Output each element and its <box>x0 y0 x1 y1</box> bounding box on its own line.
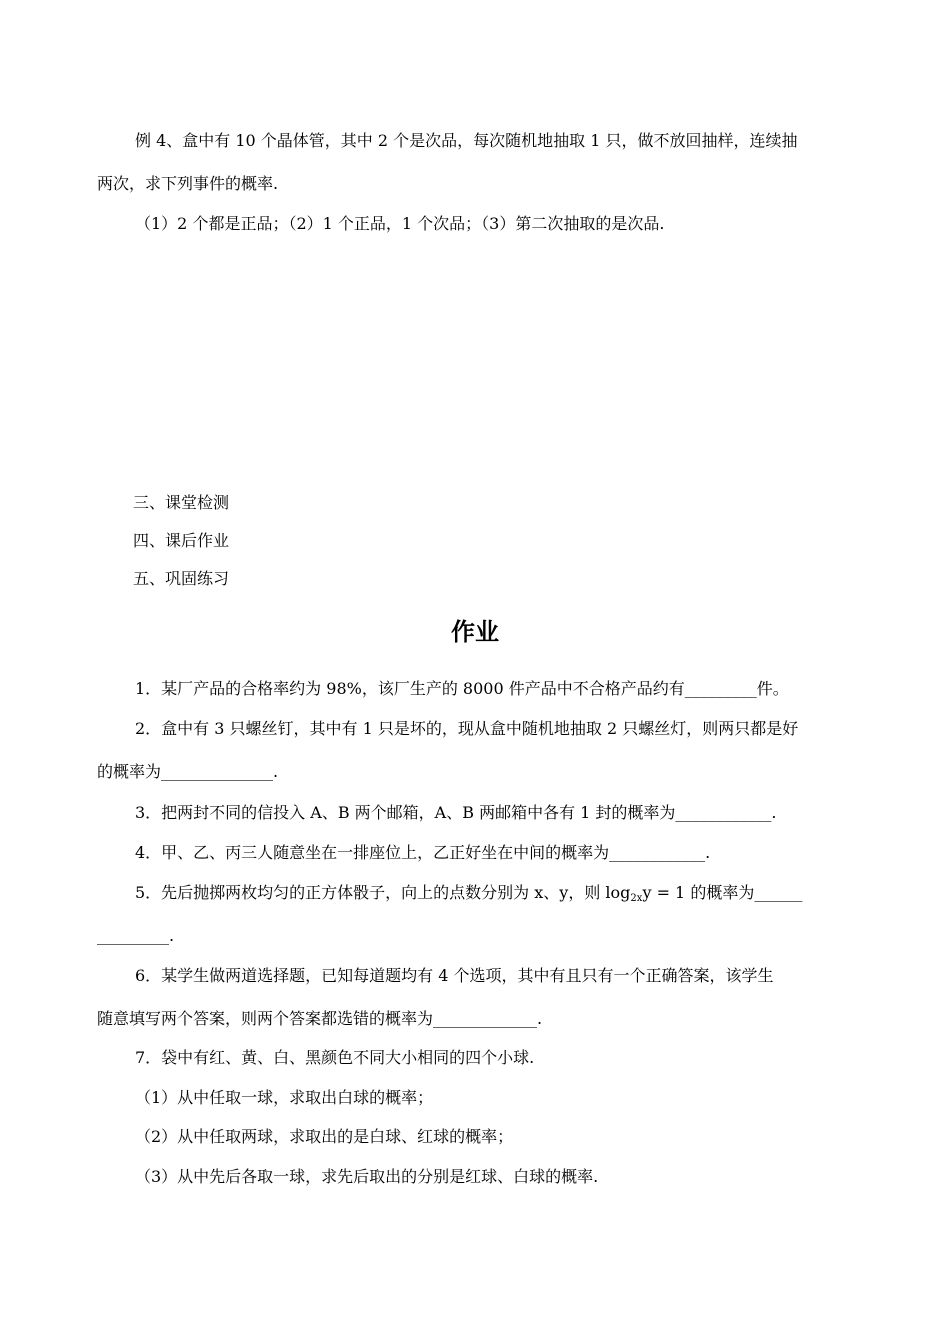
question-7-stem: 7．袋中有红、黄、白、黑颜色不同大小相同的四个小球. <box>135 1048 535 1067</box>
question-6-line-1: 6．某学生做两道选择题，已知每道题均有 4 个选项，其中有且只有一个正确答案，该学生 <box>135 966 774 985</box>
homework-title: 作业 <box>451 618 499 646</box>
question-1: 1．某厂产品的合格率约为 98%，该厂生产的 8000 件产品中不合格产品约有_________件。 <box>135 679 789 698</box>
question-3: 3．把两封不同的信投入 A、B 两个邮箱，A、B 两邮箱中各有 1 封的概率为____________. <box>135 803 777 822</box>
section-consolidation-practice: 五、巩固练习 <box>133 569 230 588</box>
question-7-part-3: （3）从中先后各取一球，求先后取出的分别是红球、白球的概率. <box>135 1167 599 1186</box>
question-5-text-after-log: y = 1 的概率为______ <box>642 883 803 902</box>
log-base-subscript: 2x <box>630 893 643 904</box>
example-4-subquestions: （1）2 个都是正品；（2）1 个正品，1 个次品；（3）第二次抽取的是次品. <box>135 214 665 233</box>
question-7-part-1: （1）从中任取一球，求取出白球的概率； <box>135 1088 434 1107</box>
question-4: 4．甲、乙、丙三人随意坐在一排座位上，乙正好坐在中间的概率为____________. <box>135 843 711 862</box>
question-5-line-1 <box>135 883 802 909</box>
section-classroom-check: 三、课堂检测 <box>133 493 230 512</box>
section-after-class-homework: 四、课后作业 <box>133 531 230 550</box>
question-5-line-2: _________. <box>97 926 175 945</box>
question-6-line-2: 随意填写两个答案，则两个答案都选错的概率为_____________. <box>97 1009 543 1028</box>
question-2-line-1: 2．盒中有 3 只螺丝钉，其中有 1 只是坏的，现从盒中随机地抽取 2 只螺丝灯，则两只都是好 <box>135 719 799 738</box>
question-5-text-before-log: 5．先后抛掷两枚均匀的正方体骰子，向上的点数分别为 x、y，则 log <box>135 883 631 902</box>
example-4-line-1: 例 4、盒中有 10 个晶体管，其中 2 个是次品，每次随机地抽取 1 只，做不放回抽样，连续抽 <box>135 131 798 150</box>
question-2-line-2: 的概率为______________. <box>97 762 279 781</box>
question-7-part-2: （2）从中任取两球，求取出的是白球、红球的概率； <box>135 1127 514 1146</box>
example-4-line-2: 两次，求下列事件的概率. <box>97 174 279 193</box>
